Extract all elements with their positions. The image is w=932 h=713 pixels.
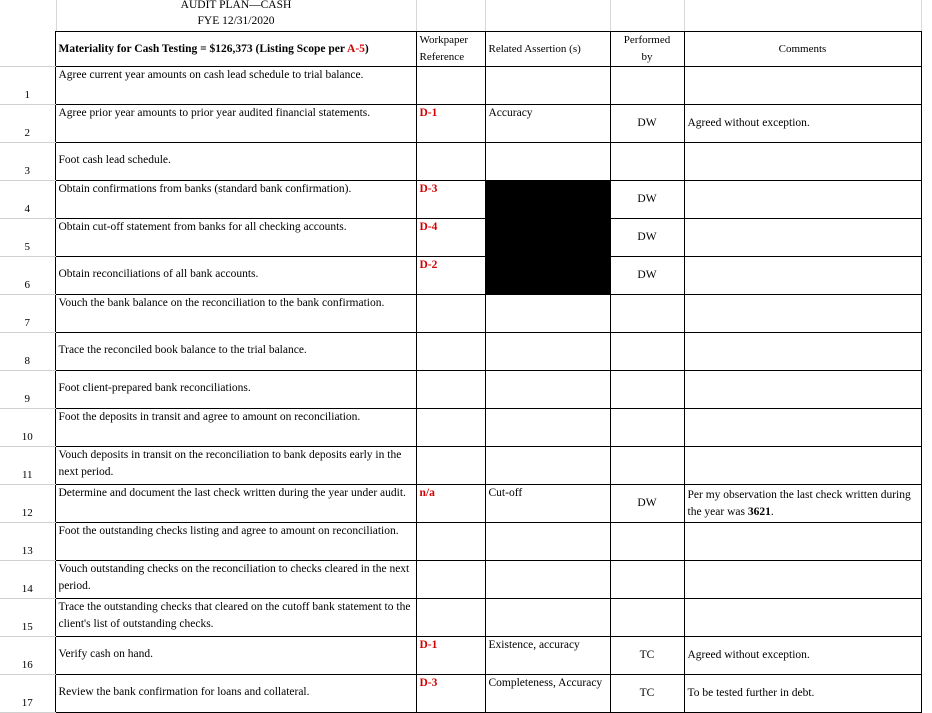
table-row	[0, 105, 921, 143]
performed-by-cell[interactable]	[610, 143, 684, 181]
assertion-cell[interactable]: Existence, accuracy	[485, 637, 610, 675]
procedure-cell[interactable]: Trace the reconciled book balance to the trial balance.	[55, 333, 416, 371]
workpaper-header[interactable]: Workpaper Reference	[416, 32, 485, 67]
row-number[interactable]: 17	[0, 675, 55, 713]
assertion-cell[interactable]	[485, 295, 610, 333]
workpaper-ref-cell[interactable]	[416, 523, 485, 561]
comment-cell[interactable]	[684, 181, 921, 219]
performed-by-cell[interactable]	[610, 67, 684, 105]
sheet-title: AUDIT PLAN—CASH	[180, 0, 292, 11]
table-row	[0, 295, 921, 333]
performed-by-cell[interactable]	[610, 523, 684, 561]
procedure-cell[interactable]: Trace the outstanding checks that cleared on the cutoff bank statement to the client's list of outstanding checks.	[55, 599, 416, 637]
procedure-cell[interactable]: Obtain cut-off statement from banks for all checking accounts.	[55, 219, 416, 257]
materiality-header[interactable]: Materiality for Cash Testing = $126,373 (Listing Scope per A-5)	[55, 32, 416, 67]
workpaper-ref-cell[interactable]: D-1	[416, 105, 485, 143]
workpaper-ref-cell[interactable]	[416, 409, 485, 447]
row-number-header[interactable]	[0, 32, 55, 67]
comment-cell[interactable]	[684, 523, 921, 561]
table-row	[0, 333, 921, 371]
assertion-header[interactable]: Related Assertion (s)	[485, 32, 610, 67]
row-number[interactable]: 10	[0, 409, 55, 447]
assertion-cell[interactable]: Cut-off	[485, 485, 610, 523]
table-row	[0, 637, 921, 675]
table-row	[0, 675, 921, 713]
table-row	[0, 67, 921, 105]
procedure-cell[interactable]: Review the bank confirmation for loans and collateral.	[55, 675, 416, 713]
comment-cell[interactable]	[684, 675, 921, 713]
row-number[interactable]: 5	[0, 219, 55, 257]
row-number[interactable]: 3	[0, 143, 55, 181]
procedure-cell[interactable]: Vouch outstanding checks on the reconciliation to checks cleared in the next period.	[55, 561, 416, 599]
table-row	[0, 409, 921, 447]
row-number[interactable]: 13	[0, 523, 55, 561]
table-row	[0, 447, 921, 485]
audit-plan-table	[0, 31, 922, 713]
performed-by-cell[interactable]	[610, 561, 684, 599]
comment-end-text: .	[770, 505, 774, 518]
gridline	[610, 0, 611, 31]
gridline	[684, 0, 685, 31]
assertion-cell[interactable]	[485, 561, 610, 599]
assertion-cell[interactable]	[485, 409, 610, 447]
performed-by-cell[interactable]	[610, 371, 684, 409]
performed-by-cell[interactable]	[610, 409, 684, 447]
gridline	[921, 0, 922, 31]
comment-text: To be tested further in debt.	[687, 687, 815, 699]
assertion-cell[interactable]	[485, 67, 610, 105]
table-row	[0, 371, 921, 409]
redacted-assertion-cell[interactable]	[485, 219, 610, 257]
comment-cell[interactable]	[684, 485, 921, 523]
row-number[interactable]: 2	[0, 105, 55, 143]
row-number[interactable]: 15	[0, 599, 55, 637]
assertion-cell[interactable]	[485, 371, 610, 409]
materiality-reference: A-5	[347, 42, 365, 55]
row-number[interactable]: 14	[0, 561, 55, 599]
table-row	[0, 599, 921, 637]
workpaper-ref-cell[interactable]	[416, 371, 485, 409]
comment-text: Agreed without exception.	[687, 649, 810, 661]
row-number[interactable]: 9	[0, 371, 55, 409]
procedure-cell[interactable]: Determine and document the last check written during the year under audit.	[55, 485, 416, 523]
performed-by-cell[interactable]: TC	[610, 675, 684, 713]
workpaper-ref-cell[interactable]	[416, 333, 485, 371]
comment-cell[interactable]	[684, 105, 921, 143]
performed-by-cell[interactable]: DW	[610, 257, 684, 295]
workpaper-ref-cell[interactable]: n/a	[416, 485, 485, 523]
performed-by-cell[interactable]: DW	[610, 105, 684, 143]
workpaper-ref-cell[interactable]	[416, 561, 485, 599]
workpaper-ref-cell[interactable]	[416, 599, 485, 637]
procedure-cell[interactable]: Agree prior year amounts to prior year audited financial statements.	[55, 105, 416, 143]
gridline	[416, 0, 417, 31]
row-number[interactable]: 16	[0, 637, 55, 675]
comment-cell[interactable]	[684, 599, 921, 637]
workpaper-ref-cell[interactable]	[416, 447, 485, 485]
assertion-cell[interactable]	[485, 599, 610, 637]
procedure-cell[interactable]: Foot the outstanding checks listing and agree to amount on reconciliation.	[55, 523, 416, 561]
performed-by-cell[interactable]	[610, 295, 684, 333]
row-number[interactable]: 6	[0, 257, 55, 295]
performed-header[interactable]: Performed by	[610, 32, 684, 67]
procedure-cell[interactable]: Vouch the bank balance on the reconciliation to the bank confirmation.	[55, 295, 416, 333]
row-number[interactable]: 8	[0, 333, 55, 371]
gridline	[485, 0, 486, 31]
comment-cell[interactable]	[684, 219, 921, 257]
comment-text: Agreed without exception.	[687, 117, 810, 129]
comments-header[interactable]: Comments	[684, 32, 921, 67]
workpaper-ref-cell[interactable]: D-3	[416, 181, 485, 219]
procedure-cell[interactable]: Foot cash lead schedule.	[55, 143, 416, 181]
procedure-cell[interactable]: Agree current year amounts on cash lead schedule to trial balance.	[55, 67, 416, 105]
comment-cell[interactable]	[684, 409, 921, 447]
comment-cell[interactable]	[684, 295, 921, 333]
workpaper-ref-cell[interactable]: D-3	[416, 675, 485, 713]
assertion-cell[interactable]	[485, 447, 610, 485]
comment-cell[interactable]	[684, 333, 921, 371]
performed-by-cell[interactable]	[610, 333, 684, 371]
comment-cell[interactable]	[684, 447, 921, 485]
header-row	[0, 32, 921, 67]
row-number[interactable]: 1	[0, 67, 55, 105]
performed-by-cell[interactable]	[610, 599, 684, 637]
comment-bold-text: 3621	[747, 505, 771, 518]
procedure-cell[interactable]: Foot the deposits in transit and agree to amount on reconciliation.	[55, 409, 416, 447]
table-row	[0, 485, 921, 523]
performed-by-cell[interactable]: TC	[610, 637, 684, 675]
assertion-cell[interactable]: Completeness, Accuracy	[485, 675, 610, 713]
row-number[interactable]: 12	[0, 485, 55, 523]
procedure-cell[interactable]: Obtain reconciliations of all bank accounts.	[55, 257, 416, 295]
assertion-cell[interactable]: Accuracy	[485, 105, 610, 143]
workpaper-ref-cell[interactable]: D-1	[416, 637, 485, 675]
row-number[interactable]: 7	[0, 295, 55, 333]
procedure-cell[interactable]: Obtain confirmations from banks (standard bank confirmation).	[55, 181, 416, 219]
workpaper-ref-cell[interactable]: D-4	[416, 219, 485, 257]
assertion-cell[interactable]	[485, 333, 610, 371]
assertion-cell[interactable]	[485, 523, 610, 561]
table-row	[0, 219, 921, 257]
comment-cell[interactable]	[684, 257, 921, 295]
assertion-cell[interactable]	[485, 143, 610, 181]
redacted-assertion-cell[interactable]	[485, 257, 610, 295]
table-row	[0, 257, 921, 295]
workpaper-ref-cell[interactable]: D-2	[416, 257, 485, 295]
comment-cell[interactable]	[684, 637, 921, 675]
comment-cell[interactable]	[684, 561, 921, 599]
workpaper-ref-cell[interactable]	[416, 67, 485, 105]
performed-by-cell[interactable]: DW	[610, 219, 684, 257]
table-row	[0, 561, 921, 599]
table-row	[0, 523, 921, 561]
redacted-assertion-cell[interactable]	[485, 181, 610, 219]
workpaper-ref-cell[interactable]	[416, 295, 485, 333]
row-number[interactable]: 11	[0, 447, 55, 485]
procedure-cell[interactable]: Verify cash on hand.	[55, 637, 416, 675]
comment-cell[interactable]	[684, 371, 921, 409]
table-row	[0, 181, 921, 219]
performed-by-cell[interactable]: DW	[610, 485, 684, 523]
procedure-cell[interactable]: Vouch deposits in transit on the reconciliation to bank deposits early in the next period.	[55, 447, 416, 485]
performed-by-cell[interactable]	[610, 447, 684, 485]
performed-by-cell[interactable]: DW	[610, 181, 684, 219]
comment-cell[interactable]	[684, 67, 921, 105]
comment-cell[interactable]	[684, 143, 921, 181]
table-row	[0, 143, 921, 181]
comment-text: Per my observation the last check written during the year was	[687, 488, 911, 518]
sheet-fye: FYE 12/31/2020	[197, 15, 275, 27]
procedure-cell[interactable]: Foot client-prepared bank reconciliations.	[55, 371, 416, 409]
row-number[interactable]: 4	[0, 181, 55, 219]
workpaper-ref-cell[interactable]	[416, 143, 485, 181]
